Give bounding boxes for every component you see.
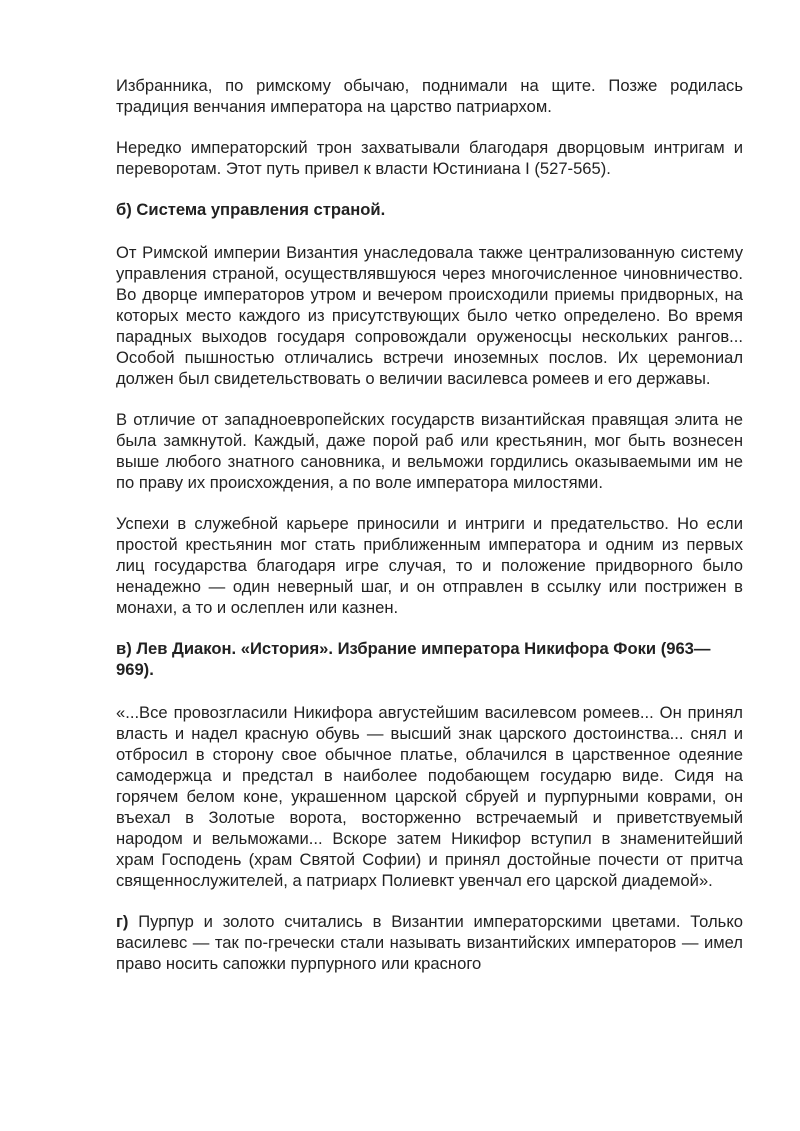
paragraph-nikephoros-quote: «...Все провозгласили Никифора августейшим василевсом ромеев... Он принял власть и надел красную обувь — высший знак царского достоинства... снял и отбросил в сторону свое обычное платье, облачился в царственное одеяние самодержца и предстал в наиболее подобающем государю виде. Сидя на горячем белом коне, украшенном царской сбруей и пурпурными коврами, он въехал в Золотые ворота, восторженно встречаемый и приветствуемый народом и вельможами... Вскоре затем Никифор вступил в знаменитейший храм Господень (храм Святой Софии) и принял достойные почести от притча священнослужителей, а патриарх Полиевкт увенчал его царской диадемой». (116, 703, 743, 890)
paragraph-throne-intrigues: Нередко императорский трон захватывали благодаря дворцовым интригам и переворотам. Этот путь привел к власти Юстиниана I (527-565). (116, 138, 743, 178)
paragraph-imperial-colors (116, 911, 743, 974)
section-marker-g: г) (116, 912, 129, 931)
section-heading-leo-deacon: в) Лев Диакон. «История». Избрание императора Никифора Фоки (963—969). (116, 639, 711, 679)
document-page (116, 75, 743, 994)
paragraph-bureaucracy: От Римской империи Византия унаследовала также централизованную систему управления страной, осуществлявшуюся через многочисленное чиновничество. Во дворце императоров утром и вечером происходили приемы придворных, на которых место каждого из присутствующих было четко определено. Во время парадных выходов государя сопровождали оруженосцы нескольких рангов... Особой пышностью отличались встречи иноземных послов. Их церемониал должен был свидетельствовать о величии василевса ромеев и его державы. (116, 243, 743, 388)
paragraph-imperial-colors-text: Пурпур и золото считались в Византии императорскими цветами. Только василевс — так по-гречески стали называть византийских императоров — имел право носить сапожки пурпурного или красного (116, 912, 743, 973)
paragraph-court-career: Успехи в служебной карьере приносили и интриги и предательство. Но если простой крестьянин мог стать приближенным императора и одним из первых лиц государства благодаря игре случая, то и положение придворного было ненадежно — один неверный шаг, и он отправлен в ссылку или пострижен в монахи, а то и ослеплен или казнен. (116, 514, 743, 617)
paragraph-election-on-shield: Избранника, по римскому обычаю, поднимали на щите. Позже родилась традиция венчания императора на царство патриархом. (116, 76, 743, 116)
paragraph-open-elite: В отличие от западноевропейских государств византийская правящая элита не была замкнутой. Каждый, даже порой раб или крестьянин, мог быть вознесен выше любого знатного сановника, и вельможи гордились оказываемыми им не по праву их происхождения, а по воле императора милостями. (116, 410, 743, 492)
section-heading-governance: б) Система управления страной. (116, 200, 386, 219)
